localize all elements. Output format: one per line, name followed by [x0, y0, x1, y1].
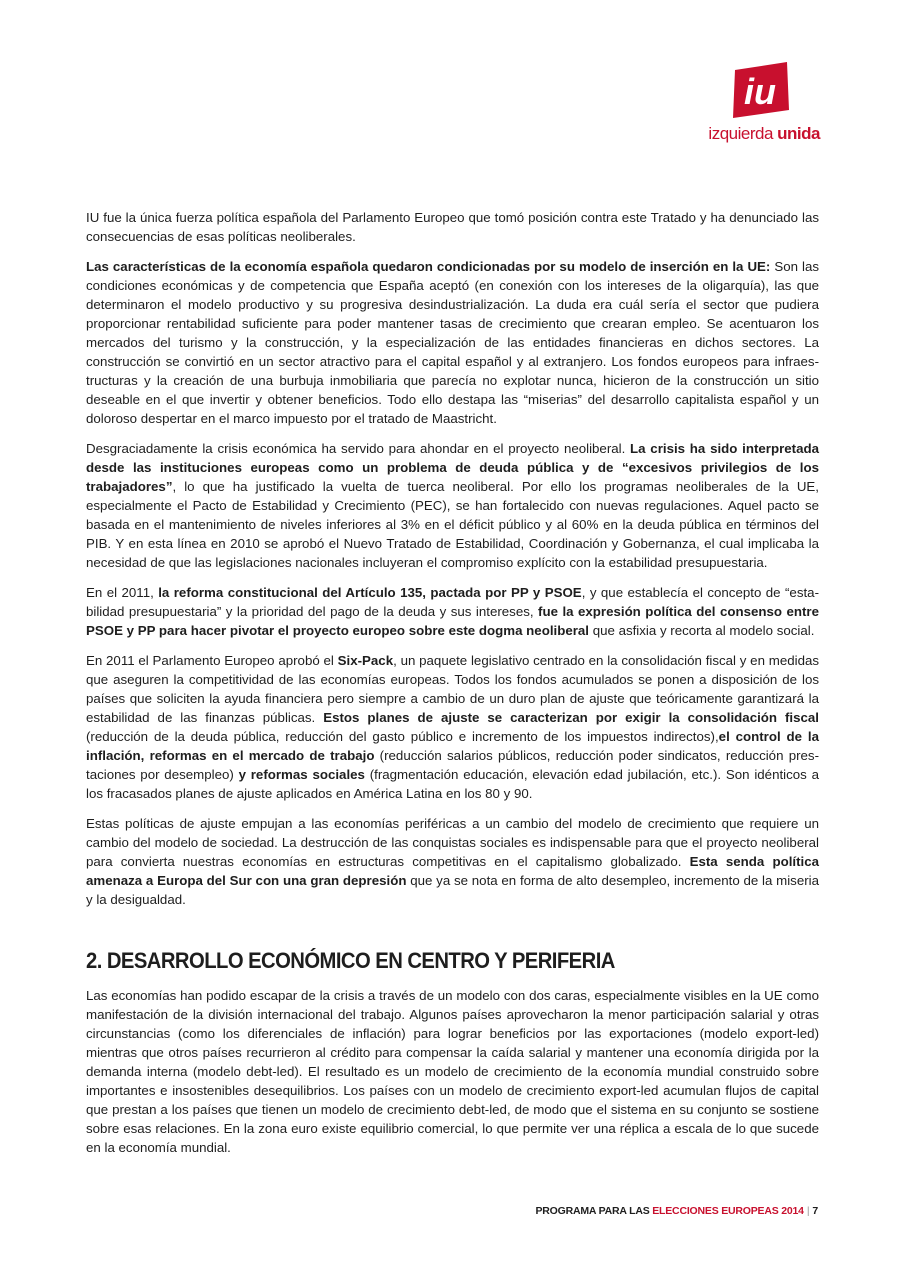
section-paragraphs: [86, 986, 819, 1157]
footer-prefix: PROGRAMA PARA LAS: [535, 1205, 650, 1217]
bold-run: fue la expresión política del consenso entre PSOE y PP para hacer pivotar el proyecto europeo sobre este dogma neoliberal: [86, 604, 820, 638]
bold-run: Las características de la economía española quedaron condicionadas por su modelo de inserción en la UE:: [86, 259, 771, 274]
text-run: (reducción de la deuda pública, reducción del gasto público e incremento de los impuestos indirectos),: [86, 729, 719, 744]
section-heading: 2. DESARROLLO ECONÓMICO EN CENTRO Y PERIFERIA: [86, 948, 615, 973]
bold-run: Six-Pack: [337, 653, 394, 668]
text-run: que ya se nota en forma de alto desempleo, incremento de la miseria y la desigualdad.: [86, 873, 819, 907]
paragraph-p6: [86, 814, 819, 909]
bold-run: la reforma constitucional del Artículo 135, pactada por PP y PSOE: [158, 585, 582, 600]
text-run: , un paquete legislativo centrado en la consolidación fiscal y en medidas que aseguren la competitividad de las economías europeas. Todos los fondos acumulados se ponen a disposición de los países que soliciten la ayuda financiera pero siempre a cambio de un duro plan de ajuste que teóricamente garantizará la estabilidad de las finanzas públicas.: [86, 653, 820, 725]
paragraph-p1: [86, 208, 819, 246]
text-run: En el 2011,: [86, 585, 159, 600]
logo-word-izquierda: izquierda: [708, 124, 773, 143]
text-run: (reducción salarios públicos, reducción poder sindicatos, reducción prestaciones por desempleo): [86, 748, 819, 782]
bold-run: Esta senda política amenaza a Europa del Sur con una gran depresión: [86, 854, 820, 888]
body-content: [86, 208, 819, 1168]
bold-run: el control de la inflación, reformas en el mercado de trabajo: [86, 729, 819, 763]
text-run: , y que establecía el concepto de “estabilidad presupuestaria” y la prioridad del pago de la deuda y sus intereses,: [86, 585, 820, 619]
text-run: , lo que ha justificado la vuelta de tuerca neoliberal. Por ello los programas neoliberales de la UE, especialmente el Pacto de Estabilidad y Crecimiento (PEC), se han fortalecido con nuevas regulaciones. Aquel pacto se basada en el mantenimiento de niveles inferiores al 3% en el déficit público y al 60% en la deuda pública en términos del PIB. Y en esta línea en 2010 se aprobó el Nuevo Tratado de Estabilidad, Coordinación y Gobernanza, el cual implicaba la necesidad de que las legislaciones nacionales incluyeran el compromiso explícito con la estabilidad presupuestaria.: [86, 479, 819, 570]
paragraph-p3: [86, 439, 819, 572]
text-run: (fragmentación educación, elevación edad jubilación, etc.). Son idénticos a los fracasados planes de ajuste aplicados en América Latina en los 80 y 90.: [86, 767, 819, 801]
logo-wordmark: [708, 124, 820, 144]
page-footer: [535, 1205, 818, 1217]
bold-run: La crisis ha sido interpretada desde las instituciones europeas como un problema de deuda pública y de “excesivos privilegios de los trabajadores”: [86, 441, 819, 494]
logo-word-unida: unida: [777, 124, 820, 143]
paragraph-p5: [86, 651, 819, 803]
intro-paragraphs: [86, 208, 819, 909]
iu-logo-icon: [729, 60, 793, 120]
text-run: Las economías han podido escapar de la crisis a través de un modelo con dos caras, especialmente visibles en la UE como manifestación de la división internacional del trabajo. Algunos países aprovecharon la menor participación salarial y otras circunstancias (como los diferenciales de inflación) para lograr beneficios por las exportaciones (modelo export-led) mientras que otros países recurrieron al crédito para compensar la caída salarial y mantener una economía dirigida por la demanda interna (modelo debt-led). El resultado es un modelo de crecimiento de la economía mundial construido sobre importantes e insostenibles desequilibrios. Los países con un modelo de crecimiento export-led acumulan flujos de capital que prestan a los países que tienen un modelo de crecimiento debt-led, de modo que el sistema en su conjunto se sostiene sobre esas relaciones. En la zona euro existe equilibrio comercial, lo que permite ver una réplica a escala de lo que sucede en la economía mundial.: [86, 988, 819, 1155]
text-run: Estas políticas de ajuste empujan a las economías periféricas a un cambio del modelo de crecimiento que requiere un cambio del modelo de sociedad. La destrucción de las conquistas sociales es indispensable para que el proyecto neoliberal para convierta nuestras economías en estructuras competitivas en el capitalismo globalizado.: [86, 816, 819, 869]
text-run: En 2011 el Parlamento Europeo aprobó el: [86, 653, 338, 668]
text-run: IU fue la única fuerza política española del Parlamento Europeo que tomó posición contra este Tratado y ha denunciado las consecuencias de esas políticas neoliberales.: [86, 210, 819, 244]
footer-separator: |: [806, 1205, 810, 1217]
izquierda-unida-logo: [703, 56, 828, 151]
text-run: Desgraciadamente la crisis económica ha servido para ahondar en el proyecto neoliberal.: [86, 441, 631, 456]
paragraph-p4: [86, 583, 819, 640]
bold-run: Estos planes de ajuste se caracterizan por exigir la consolidación fiscal: [323, 710, 820, 725]
bold-run: y reformas sociales: [238, 767, 365, 782]
paragraph-p2: [86, 257, 819, 428]
text-run: que asfixia y recorta al modelo social.: [589, 623, 815, 638]
footer-highlight: ELECCIONES EUROPEAS 2014: [652, 1205, 804, 1217]
svg-text:iu: iu: [744, 71, 776, 112]
page-number: 7: [812, 1205, 818, 1217]
text-run: Son las condiciones económicas y de competencia que España aceptó (en conexión con los intereses de la oligarquía), las que determinaron el modelo productivo y su progresiva desindustrialización. La duda era cuál sería el sector que pudiera proporcionar rentabilidad suficiente para poder mantener tasas de crecimiento que crearan empleo. Se acentuaron los mercados del turismo y la construcción, y la especialización de las entidades financieras en dichos sectores. La construcción se convirtió en un sector atractivo para el capital español y al extranjero. Los fondos europeos para infraestructuras y la creación de una burbuja inmobiliaria que parecía no explotar nunca, hicieron de la construcción un sitio deseable en el que invertir y obtener beneficios. Todo ello destapa las “miserias” del desarrollo capitalista español y un doloroso despertar en el marco impuesto por el tratado de Maastricht.: [86, 259, 820, 426]
paragraph-s1: [86, 986, 819, 1157]
